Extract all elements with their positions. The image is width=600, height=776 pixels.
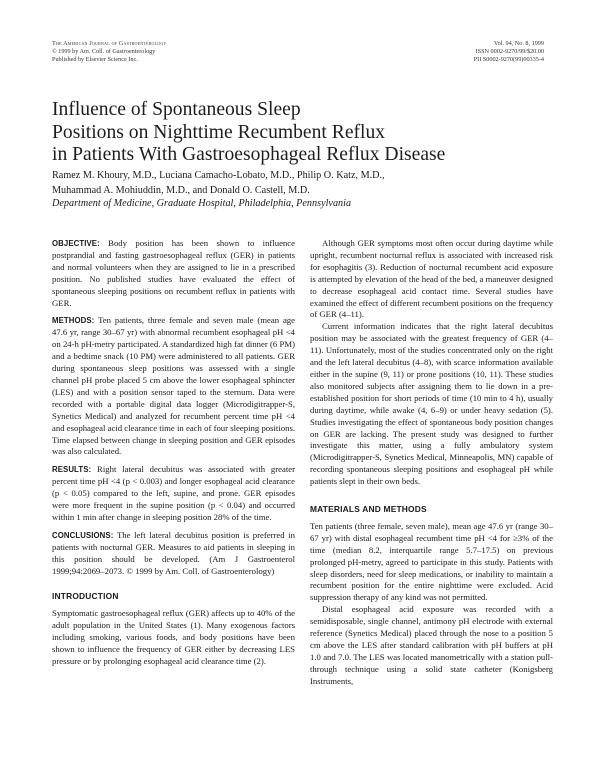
author-list	[52, 169, 552, 198]
methods-label: METHODS:	[52, 316, 95, 326]
title-line: in Patients With Gastroesophageal Reflux Disease	[52, 144, 446, 165]
title-line: Positions on Nighttime Recumbent Reflux	[52, 121, 386, 143]
methods-text: Ten patients, three female and seven male (mean age 47.6 yr, range 30–67 yr) with abnormal recumbent esophageal pH <4 on 24-h pH-metry participated. A standardized high fat dinner (6 PM) and a bedtime snack (10 PM) were administered to all patients. GER during spontaneous sleep positions was assessed with a single channel pH probe placed 5 cm above the lower esophageal sphincter (LES) and with a position sensor taped to the sternum. Data were recorded with a portable digital data logger (Microdigitrapper-S, Synetics Medical) and analyzed for recumbent percent time pH <4 and esophageal acid clearance time in each of four sleeping positions. Time elapsed between change in sleeping position and GER episodes was also calculated.	[52, 315, 295, 457]
publisher-line: Published by Elsevier Science Inc.	[52, 56, 138, 63]
conclusions-label: CONCLUSIONS:	[52, 530, 114, 540]
article-title	[52, 99, 552, 167]
body-paragraph: Distal esophageal acid exposure was recorded with a semidisposable, single channel, antimony pH electrode with external reference (Synetics Medical) placed through the nose to a position 5 cm above the LES after standard calibration with pH buffers at pH 1.0 and 7.0. The LES was located manometrically with a station pull-through technique using a solid state catheter (Konigsberg Instruments,	[310, 604, 553, 686]
abstract-objective	[52, 238, 295, 309]
left-column	[52, 238, 295, 668]
right-column	[310, 238, 553, 688]
volume-line: Vol. 94, No. 8, 1999	[493, 40, 544, 47]
issn-line: ISSN 0002-9270/99/$20.00	[475, 48, 544, 55]
results-text: Right lateral decubitus was associated with greater percent time pH <4 (p < 0.003) and longer esophageal acid clearance (p < 0.05) compared to the left, supine, and prone. GER episodes were more frequent in the supine position (p < 0.04) and occurred within 1 min after change in sleeping position 28% of the time.	[52, 464, 296, 522]
objective-label: OBJECTIVE:	[52, 239, 100, 248]
pii-line: PII S0002-9270(99)00335-4	[473, 56, 544, 63]
section-heading-introduction: INTRODUCTION	[52, 591, 119, 602]
title-line: Influence of Spontaneous Sleep	[52, 99, 301, 120]
objective-text: Body position has been shown to influence postprandial and fasting gastroesophageal reflux (GER) in patients and normal volunteers when they are assigned to lie in a prescribed position. No published studies have evaluated the effect of spontaneous sleeping positions on recumbent reflux in patients with GER.	[52, 238, 295, 308]
body-paragraph: Current information indicates that the right lateral decubitus position may be associated with the greatest frequency of GER (4–11). Unfortunately, most of the studies concentrated only on the right and the left lateral decubitus (4–8), with scarce information available either in the supine (9, 11) or prone positions (10, 11). These studies also monitored subjects after assigning them to lie down in a pre-established position for short periods of time (10 min to 4 h), usually during daytime, while awake (4, 6–9) or under heavy sedation (5). Studies investigating the effect of spontaneous body position changes on GER are lacking. The present study was designed to further investigate this matter, using a fully ambulatory system (Microdigitrapper-S, Synetics Medical, Minneapolis, MN) capable of recording spontaneous sleeping positions and esophageal pH while patients slept in their own beds.	[310, 321, 553, 487]
running-header-left	[52, 40, 167, 64]
results-label: RESULTS:	[52, 465, 92, 475]
author-line: Muhammad A. Mohiuddin, M.D., and Donald O. Castell, M.D.	[52, 184, 310, 196]
affiliation: Department of Medicine, Graduate Hospital, Philadelphia, Pennsylvania	[52, 198, 352, 209]
body-paragraph: Ten patients (three female, seven male), mean age 47.6 yr (range 30–67 yr) with distal esophageal recumbent time pH <4 for ≥3% of the time (median 8.2, interquartile range 5.7–17.5) on previous prolonged pH-metry, agreed to participate in this study. Patients with sleep disorders, need for sleep medications, or inability to maintain a recumbent position for the entire nighttime were excluded. Acid suppression therapy of any kind was not permitted.	[310, 520, 553, 603]
abstract-results	[52, 464, 295, 524]
abstract-conclusions	[52, 530, 295, 578]
conclusions-text: The left lateral decubitus position is preferred in patients with nocturnal GER. Measures to aid patients in sleeping in this position should be developed. (Am J Gastroenterol 1999;94:2069–2073. © 1999 by Am. Coll. of Gastroenterology)	[52, 529, 296, 576]
body-paragraph: Although GER symptoms most often occur during daytime while upright, recumbent nocturnal reflux is associated with increased risk for esophagitis (3). Reduction of nocturnal recumbent acid exposure is attempted by elevation of the head of the bed, a maneuver designed to decrease esophageal acid contact time. Several studies have examined the effect of different recumbent positions on the frequency of GER (4–11).	[310, 238, 553, 320]
journal-name: The American Journal of Gastroenterology	[52, 40, 167, 47]
running-header-right	[474, 40, 544, 64]
author-line: Ramez M. Khoury, M.D., Luciana Camacho-Lobato, M.D., Philip O. Katz, M.D.,	[52, 170, 385, 181]
copyright-line: © 1999 by Am. Coll. of Gastroenterology	[52, 48, 156, 55]
intro-paragraph: Symptomatic gastroesophageal reflux (GER) affects up to 40% of the adult population in the United States (1). Many exogenous factors including smoking, various foods, and body positions have been shown to influence the frequency of GER either by decreasing LES pressure or by prolonging esophageal acid clearance time (2).	[52, 608, 295, 666]
abstract-methods	[52, 315, 295, 458]
section-heading-materials-methods: MATERIALS AND METHODS	[310, 504, 427, 515]
